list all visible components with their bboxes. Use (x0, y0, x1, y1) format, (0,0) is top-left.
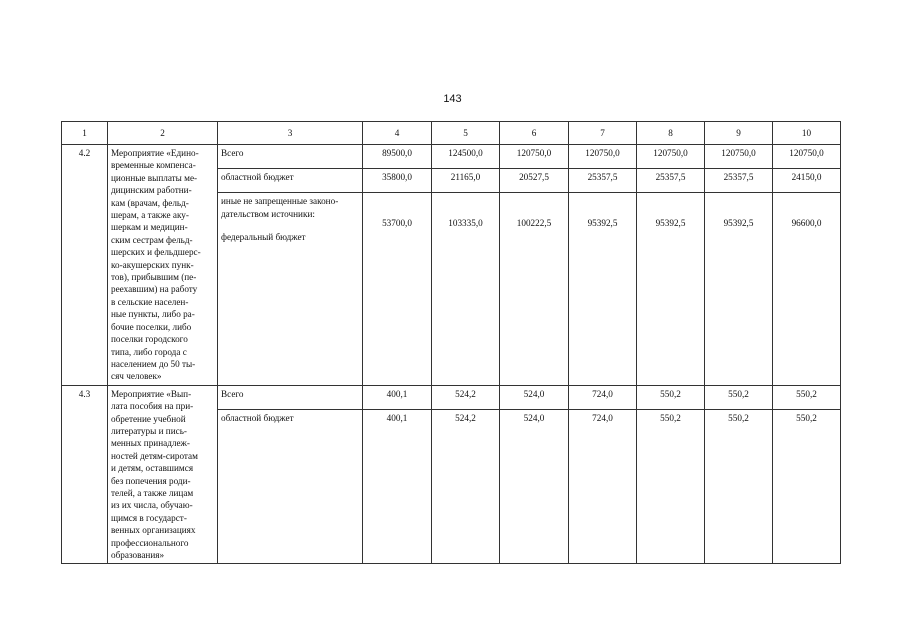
table-cell: 524,2 (432, 410, 500, 564)
column-header: 5 (432, 122, 500, 145)
source-note: иные не запрещенные законо- (221, 196, 339, 207)
table-cell: 25357,5 (637, 169, 705, 193)
table-cell: 724,0 (569, 385, 637, 409)
table-cell: 95392,5 (705, 193, 773, 386)
table-cell: 524,0 (500, 385, 569, 409)
item-number: 4.2 (62, 145, 108, 386)
table-cell: 124500,0 (432, 145, 500, 169)
table-cell: 120750,0 (500, 145, 569, 169)
table-cell: 550,2 (773, 410, 841, 564)
table-cell: 400,1 (363, 410, 432, 564)
table-cell: 89500,0 (363, 145, 432, 169)
table-cell: 724,0 (569, 410, 637, 564)
table-cell: 400,1 (363, 385, 432, 409)
table-cell: 550,2 (637, 385, 705, 409)
table-cell: 120750,0 (773, 145, 841, 169)
source-label: федеральный бюджет (221, 231, 306, 242)
table-cell: 25357,5 (705, 169, 773, 193)
funding-source: областной бюджет (218, 169, 363, 193)
funding-source: областной бюджет (218, 410, 363, 564)
table-header-row (62, 122, 841, 145)
table-cell: 53700,0 (363, 193, 432, 386)
table-row (62, 145, 841, 169)
column-header: 1 (62, 122, 108, 145)
table-cell: 550,2 (705, 385, 773, 409)
measure-name: Мероприятие «Вып- лата пособия на при- обретение учебной литературы и пись- менных принадлеж- ностей детям-сиротам и детям, оставшимся без попечения роди- телей, а также лицам из их числа, обучаю- щимся в государст- венных организациях профессионального образования» (108, 385, 218, 564)
table-cell: 524,0 (500, 410, 569, 564)
table-row (62, 385, 841, 409)
table-cell: 95392,5 (569, 193, 637, 386)
table-cell: 25357,5 (569, 169, 637, 193)
page-number: 143 (443, 93, 462, 105)
table-cell: 120750,0 (705, 145, 773, 169)
budget-table (61, 121, 841, 564)
table-cell: 550,2 (705, 410, 773, 564)
funding-source (218, 193, 363, 386)
column-header: 2 (108, 122, 218, 145)
source-note: дательством источники: (221, 208, 315, 219)
table-cell: 120750,0 (637, 145, 705, 169)
table-cell: 120750,0 (569, 145, 637, 169)
table-cell: 96600,0 (773, 193, 841, 386)
item-number: 4.3 (62, 385, 108, 564)
table-cell: 550,2 (637, 410, 705, 564)
table-cell: 103335,0 (432, 193, 500, 386)
column-header: 10 (773, 122, 841, 145)
column-header: 9 (705, 122, 773, 145)
table-cell: 20527,5 (500, 169, 569, 193)
column-header: 8 (637, 122, 705, 145)
funding-source: Всего (218, 385, 363, 409)
table-cell: 35800,0 (363, 169, 432, 193)
table-cell: 550,2 (773, 385, 841, 409)
measure-name: Мероприятие «Едино- временные компенса- ционные выплаты ме- дицинским работни- кам (врачам, фельд- шерам, а также аку- шеркам и медицин- ским сестрам фельд- шерских и фельдшерс- ко-акушерских пунк- тов), прибывшим (пе- реехавшим) на работу в сельские населен- ные пункты, либо ра- бочие поселки, либо поселки городского типа, либо города с населением до 50 ты- сяч человек» (108, 145, 218, 386)
column-header: 3 (218, 122, 363, 145)
table-cell: 524,2 (432, 385, 500, 409)
column-header: 4 (363, 122, 432, 145)
column-header: 6 (500, 122, 569, 145)
table-cell: 95392,5 (637, 193, 705, 386)
table-cell: 100222,5 (500, 193, 569, 386)
table-cell: 21165,0 (432, 169, 500, 193)
funding-source: Всего (218, 145, 363, 169)
table-cell: 24150,0 (773, 169, 841, 193)
column-header: 7 (569, 122, 637, 145)
